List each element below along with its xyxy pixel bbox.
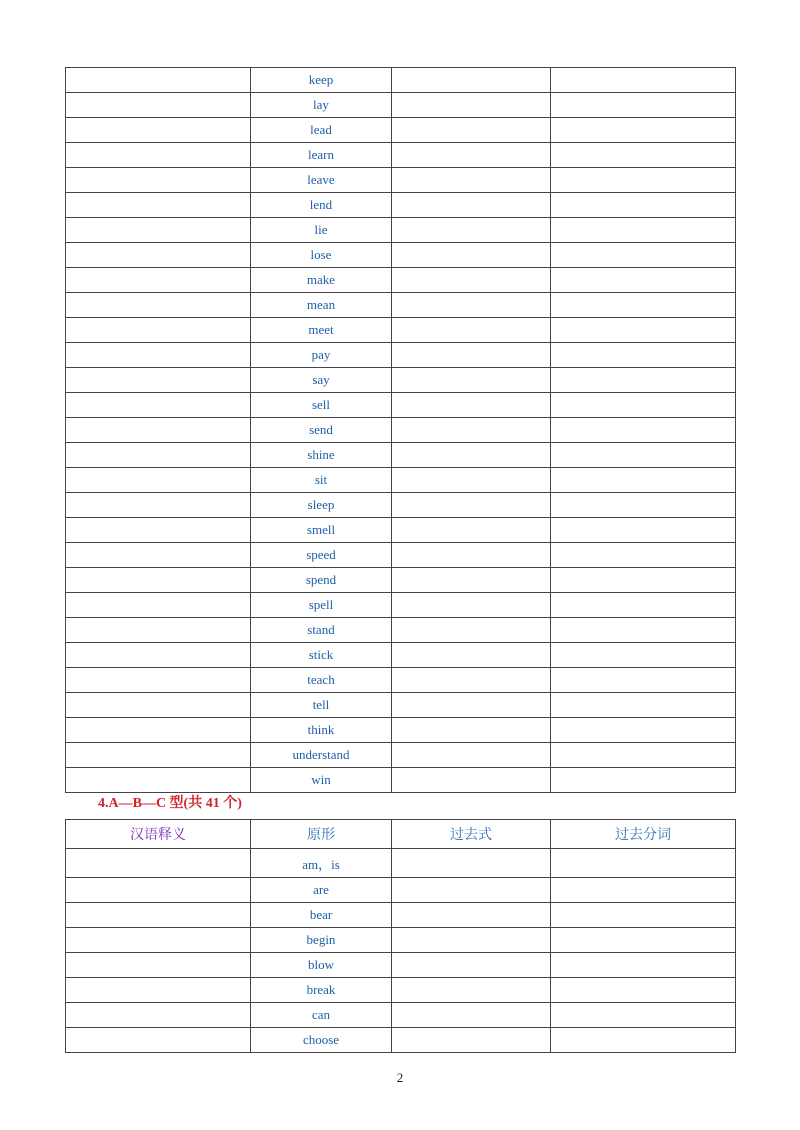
past-tense-cell[interactable] (392, 668, 551, 693)
past-participle-cell[interactable] (551, 928, 736, 953)
table-row (66, 618, 736, 643)
past-tense-cell[interactable] (392, 903, 551, 928)
base-form-cell: lie (251, 218, 392, 243)
table-row (66, 1003, 736, 1028)
past-participle-cell[interactable] (551, 118, 736, 143)
meaning-cell[interactable] (66, 293, 251, 318)
past-participle-cell[interactable] (551, 168, 736, 193)
past-participle-cell[interactable] (551, 418, 736, 443)
past-participle-cell[interactable] (551, 693, 736, 718)
past-tense-cell[interactable] (392, 218, 551, 243)
section-heading: 4.A—B—C 型(共 41 个) (98, 796, 242, 811)
past-tense-cell[interactable] (392, 143, 551, 168)
base-form-cell: mean (251, 293, 392, 318)
base-form-cell: shine (251, 443, 392, 468)
table-row (66, 643, 736, 668)
past-participle-cell[interactable] (551, 443, 736, 468)
table-row (66, 743, 736, 768)
past-tense-cell[interactable] (392, 318, 551, 343)
base-form-cell: spend (251, 568, 392, 593)
meaning-cell[interactable] (66, 193, 251, 218)
past-tense-cell[interactable] (392, 768, 551, 793)
past-participle-cell[interactable] (551, 1028, 736, 1053)
table-row (66, 928, 736, 953)
base-form-cell: understand (251, 743, 392, 768)
table-row (66, 953, 736, 978)
past-tense-cell[interactable] (392, 568, 551, 593)
table-row (66, 543, 736, 568)
past-tense-cell[interactable] (392, 393, 551, 418)
table-row (66, 1028, 736, 1053)
table-row (66, 243, 736, 268)
base-form-cell: lay (251, 93, 392, 118)
header-base-form: 原形 (251, 820, 392, 849)
past-tense-cell[interactable] (392, 193, 551, 218)
meaning-cell[interactable] (66, 68, 251, 93)
past-participle-cell[interactable] (551, 593, 736, 618)
past-participle-cell[interactable] (551, 718, 736, 743)
base-form-cell: begin (251, 928, 392, 953)
past-participle-cell[interactable] (551, 978, 736, 1003)
base-form-cell: bear (251, 903, 392, 928)
past-participle-cell[interactable] (551, 878, 736, 903)
past-tense-cell[interactable] (392, 543, 551, 568)
base-form-cell: spell (251, 593, 392, 618)
meaning-cell[interactable] (66, 118, 251, 143)
meaning-cell[interactable] (66, 928, 251, 953)
base-form-cell: teach (251, 668, 392, 693)
past-participle-cell[interactable] (551, 953, 736, 978)
past-tense-cell[interactable] (392, 743, 551, 768)
past-participle-cell[interactable] (551, 268, 736, 293)
past-tense-cell[interactable] (392, 418, 551, 443)
base-form-cell: win (251, 768, 392, 793)
table-row (66, 593, 736, 618)
table-row (66, 849, 736, 878)
past-tense-cell[interactable] (392, 693, 551, 718)
past-participle-cell[interactable] (551, 343, 736, 368)
meaning-cell[interactable] (66, 878, 251, 903)
meaning-cell[interactable] (66, 93, 251, 118)
table-row (66, 118, 736, 143)
past-participle-cell[interactable] (551, 393, 736, 418)
past-tense-cell[interactable] (392, 1028, 551, 1053)
past-participle-cell[interactable] (551, 543, 736, 568)
past-tense-cell[interactable] (392, 593, 551, 618)
table-row (66, 668, 736, 693)
meaning-cell[interactable] (66, 543, 251, 568)
past-participle-cell[interactable] (551, 68, 736, 93)
past-tense-cell[interactable] (392, 643, 551, 668)
table-row (66, 518, 736, 543)
meaning-cell[interactable] (66, 768, 251, 793)
base-form-cell: blow (251, 953, 392, 978)
meaning-cell[interactable] (66, 418, 251, 443)
past-tense-cell[interactable] (392, 93, 551, 118)
past-tense-cell[interactable] (392, 518, 551, 543)
base-form-cell: learn (251, 143, 392, 168)
page-number: 2 (396, 1070, 404, 1085)
base-form-cell: sell (251, 393, 392, 418)
table-row (66, 368, 736, 393)
abc-verb-table (65, 819, 736, 1053)
past-tense-cell[interactable] (392, 718, 551, 743)
meaning-cell[interactable] (66, 243, 251, 268)
past-tense-cell[interactable] (392, 928, 551, 953)
meaning-cell[interactable] (66, 668, 251, 693)
past-tense-cell[interactable] (392, 1003, 551, 1028)
base-form-cell: think (251, 718, 392, 743)
table-row (66, 978, 736, 1003)
table-row (66, 768, 736, 793)
past-tense-cell[interactable] (392, 268, 551, 293)
past-participle-cell[interactable] (551, 243, 736, 268)
past-participle-cell[interactable] (551, 293, 736, 318)
past-tense-cell[interactable] (392, 68, 551, 93)
past-tense-cell[interactable] (392, 293, 551, 318)
meaning-cell[interactable] (66, 568, 251, 593)
past-participle-cell[interactable] (551, 1003, 736, 1028)
base-form-cell: make (251, 268, 392, 293)
past-participle-cell[interactable] (551, 903, 736, 928)
table-row (66, 568, 736, 593)
past-tense-cell[interactable] (392, 168, 551, 193)
past-tense-cell[interactable] (392, 443, 551, 468)
past-tense-cell[interactable] (392, 368, 551, 393)
past-tense-cell[interactable] (392, 118, 551, 143)
past-participle-cell[interactable] (551, 518, 736, 543)
meaning-cell[interactable] (66, 643, 251, 668)
table-row (66, 318, 736, 343)
meaning-cell[interactable] (66, 693, 251, 718)
base-form-cell: am，is (251, 849, 392, 878)
past-tense-cell[interactable] (392, 849, 551, 878)
table-row (66, 693, 736, 718)
table-row (66, 218, 736, 243)
table-row (66, 68, 736, 93)
past-tense-cell[interactable] (392, 343, 551, 368)
base-form-cell: sit (251, 468, 392, 493)
base-form-cell: pay (251, 343, 392, 368)
table-row (66, 418, 736, 443)
base-form-cell: sleep (251, 493, 392, 518)
table-row (66, 93, 736, 118)
past-participle-cell[interactable] (551, 743, 736, 768)
base-form-cell: lose (251, 243, 392, 268)
table-row (66, 443, 736, 468)
base-form-cell: tell (251, 693, 392, 718)
base-form-cell: can (251, 1003, 392, 1028)
base-form-cell: choose (251, 1028, 392, 1053)
past-tense-cell[interactable] (392, 953, 551, 978)
past-tense-cell[interactable] (392, 468, 551, 493)
meaning-cell[interactable] (66, 978, 251, 1003)
meaning-cell[interactable] (66, 618, 251, 643)
table-header-row (66, 820, 736, 849)
past-participle-cell[interactable] (551, 143, 736, 168)
past-tense-cell[interactable] (392, 618, 551, 643)
meaning-cell[interactable] (66, 318, 251, 343)
past-tense-cell[interactable] (392, 978, 551, 1003)
past-participle-cell[interactable] (551, 618, 736, 643)
past-participle-cell[interactable] (551, 668, 736, 693)
base-form-cell: are (251, 878, 392, 903)
meaning-cell[interactable] (66, 218, 251, 243)
meaning-cell[interactable] (66, 268, 251, 293)
table-row (66, 718, 736, 743)
table-row (66, 143, 736, 168)
meaning-cell[interactable] (66, 743, 251, 768)
base-form-cell: send (251, 418, 392, 443)
table-row (66, 293, 736, 318)
past-tense-cell[interactable] (392, 878, 551, 903)
past-participle-cell[interactable] (551, 643, 736, 668)
table-row (66, 493, 736, 518)
meaning-cell[interactable] (66, 1028, 251, 1053)
table-row (66, 268, 736, 293)
table-row (66, 343, 736, 368)
base-form-cell: break (251, 978, 392, 1003)
past-participle-cell[interactable] (551, 368, 736, 393)
base-form-cell: stick (251, 643, 392, 668)
past-participle-cell[interactable] (551, 193, 736, 218)
header-meaning: 汉语释义 (66, 820, 251, 849)
meaning-cell[interactable] (66, 718, 251, 743)
table-row (66, 903, 736, 928)
base-form-cell: keep (251, 68, 392, 93)
table-row (66, 193, 736, 218)
meaning-cell[interactable] (66, 849, 251, 878)
meaning-cell[interactable] (66, 953, 251, 978)
base-form-cell: speed (251, 543, 392, 568)
table-row (66, 168, 736, 193)
meaning-cell[interactable] (66, 493, 251, 518)
header-past-participle: 过去分词 (551, 820, 736, 849)
past-participle-cell[interactable] (551, 849, 736, 878)
past-tense-cell[interactable] (392, 243, 551, 268)
meaning-cell[interactable] (66, 1003, 251, 1028)
base-form-cell: stand (251, 618, 392, 643)
base-form-cell: lead (251, 118, 392, 143)
base-form-cell: smell (251, 518, 392, 543)
past-participle-cell[interactable] (551, 318, 736, 343)
table-row (66, 393, 736, 418)
table-row (66, 468, 736, 493)
past-tense-cell[interactable] (392, 493, 551, 518)
verb-table-continued (65, 67, 736, 793)
meaning-cell[interactable] (66, 343, 251, 368)
past-participle-cell[interactable] (551, 218, 736, 243)
past-participle-cell[interactable] (551, 93, 736, 118)
meaning-cell[interactable] (66, 903, 251, 928)
meaning-cell[interactable] (66, 443, 251, 468)
base-form-cell: leave (251, 168, 392, 193)
table-row (66, 878, 736, 903)
meaning-cell[interactable] (66, 393, 251, 418)
meaning-cell[interactable] (66, 143, 251, 168)
meaning-cell[interactable] (66, 593, 251, 618)
header-past-tense: 过去式 (392, 820, 551, 849)
base-form-cell: meet (251, 318, 392, 343)
base-form-cell: lend (251, 193, 392, 218)
past-participle-cell[interactable] (551, 468, 736, 493)
past-participle-cell[interactable] (551, 493, 736, 518)
meaning-cell[interactable] (66, 468, 251, 493)
meaning-cell[interactable] (66, 168, 251, 193)
base-form-cell: say (251, 368, 392, 393)
meaning-cell[interactable] (66, 518, 251, 543)
past-participle-cell[interactable] (551, 768, 736, 793)
past-participle-cell[interactable] (551, 568, 736, 593)
meaning-cell[interactable] (66, 368, 251, 393)
